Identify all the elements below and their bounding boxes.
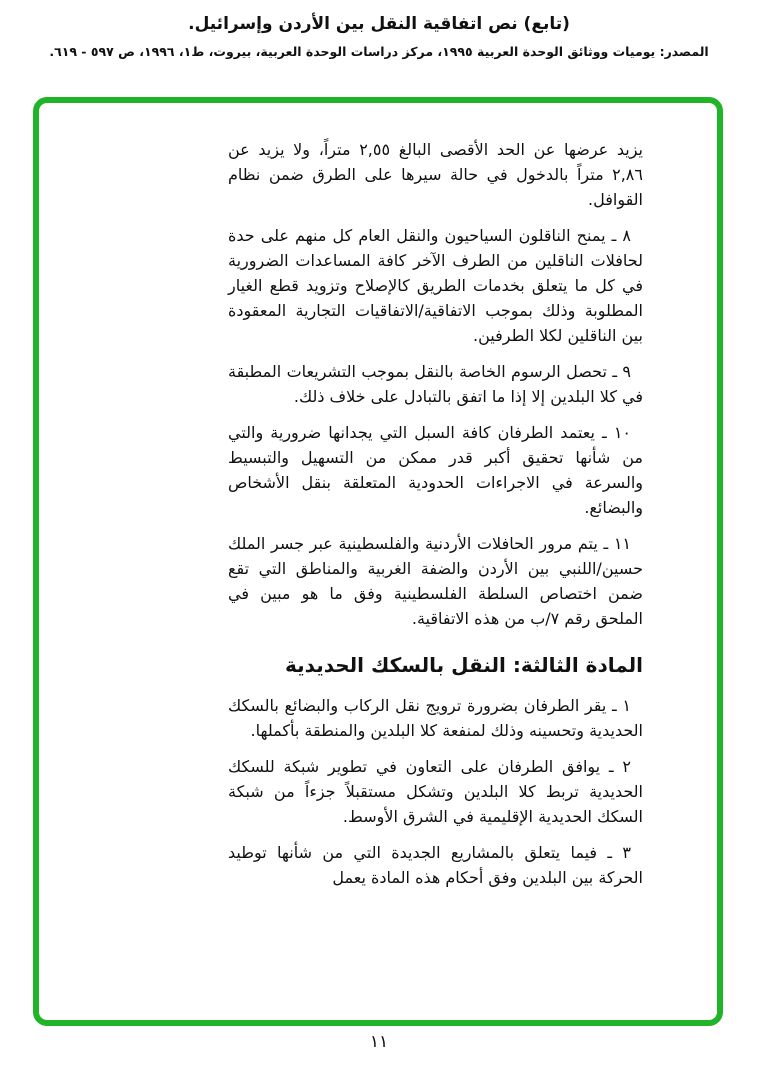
page-number: ١١	[369, 1032, 389, 1052]
paragraph: يزيد عرضها عن الحد الأقصى البالغ ٢,٥٥ متراً، ولا يزيد عن ٢,٨٦ متراً بالدخول في حالة سيرها على الطرق ضمن نظام القوافل.	[228, 140, 644, 209]
paragraph: ٩ ـ تحصل الرسوم الخاصة بالنقل بموجب التشريعات المطبقة في كلا البلدين إلا إذا ما اتفق بالتبادل على خلاف ذلك.	[228, 362, 643, 406]
paragraph: ٣ ـ فيما يتعلق بالمشاريع الجديدة التي من شأنها توطيد الحركة بين البلدين وفق أحكام هذه المادة يعمل	[228, 843, 643, 887]
paragraph: ١ ـ يقر الطرفان بضرورة ترويج نقل الركاب والبضائع بالسكك الحديدية وتحسينه وذلك لمنفعة كلا البلدين والمنطقة بأكملها.	[228, 696, 643, 740]
content-border-box	[33, 97, 723, 1026]
paragraph: ٨ ـ يمنح الناقلون السياحيون والنقل العام كل منهم على حدة لحافلات الناقلين من الطرف الآخر كافة المساعدات الضرورية في كل ما يتعلق بخدمات الطريق كالإصلاح وتزويد قطع الغيار المطلوبة وذلك بموجب الاتفاقية/الاتفاقيات التجارية المعقودة بين الناقلين لكلا الطرفين.	[228, 226, 643, 345]
paragraph: ١١ ـ يتم مرور الحافلات الأردنية والفلسطينية عبر جسر الملك حسين/اللنبي بين الأردن والضفة الغربية والمناطق التي تقع ضمن اختصاص السلطة الفلسطينية وفق ما هو مبين في الملحق رقم ٧/ب من هذه الاتفاقية.	[228, 534, 643, 628]
paragraph: ٢ ـ يوافق الطرفان على التعاون في تطوير شبكة للسكك الحديدية تربط كلا البلدين وتشكل مستقبلاً جزءاً من شبكة السكك الحديدية الإقليمية في الشرق الأوسط.	[228, 757, 643, 826]
section-heading: المادة الثالثة: النقل بالسكك الحديدية	[285, 653, 643, 677]
document-source-line: المصدر: يوميات ووثائق الوحدة العربية ١٩٩٥، مركز دراسات الوحدة العربية، بيروت، ط١، ١٩٩٦، ص ٥٩٧ - ٦١٩.	[49, 44, 709, 59]
paragraph: ١٠ ـ يعتمد الطرفان كافة السبل التي يجدانها ضرورية والتي من شأنها تحقيق أكبر قدر ممكن من التسهيل والتبسيط والسرعة في الاجراءات الحدودية المتعلقة بنقل الأشخاص والبضائع.	[228, 423, 643, 517]
text-column	[228, 137, 643, 901]
document-title: (تابع) نص اتفاقية النقل بين الأردن وإسرائيل.	[188, 14, 570, 34]
document-header	[0, 14, 758, 59]
